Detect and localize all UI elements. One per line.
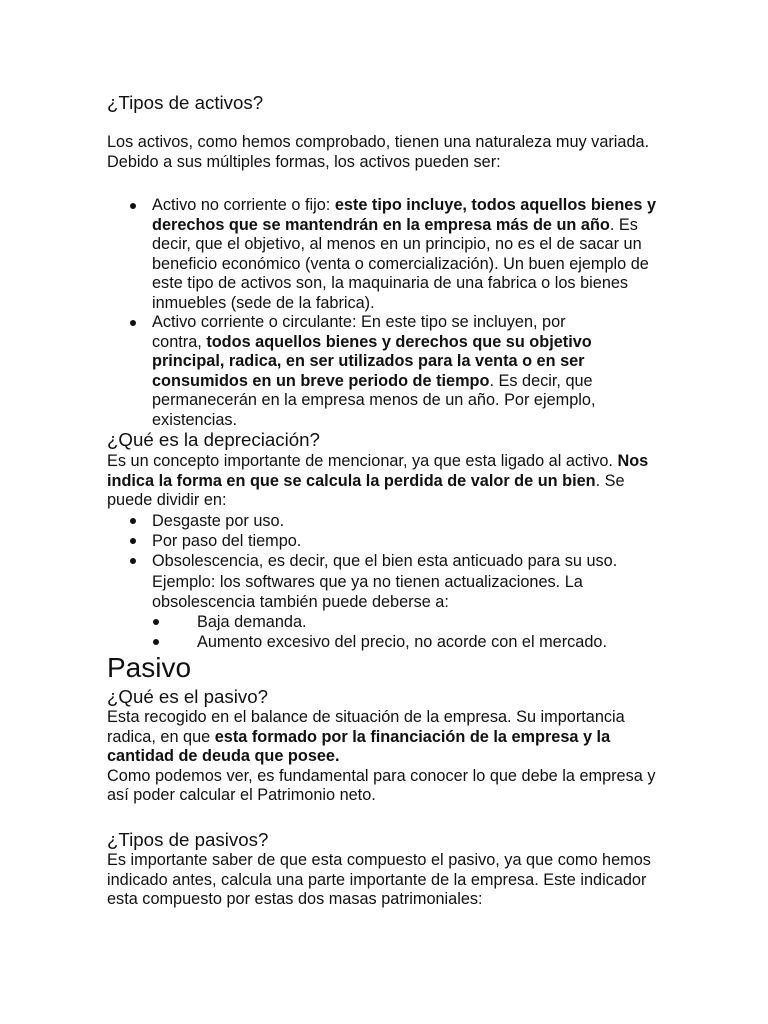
list-item-activo-corriente <box>107 313 656 430</box>
bold-text: derechos que se mantendrán en la empresa más de un año <box>152 215 610 234</box>
heading-tipos-de-pasivos: ¿Tipos de pasivos? <box>107 829 269 850</box>
bullet-icon <box>130 203 136 209</box>
bold-text: Nos <box>617 452 649 470</box>
text-line: así poder calcular el Patrimonio neto. <box>107 786 376 804</box>
text-segment: contra, <box>152 332 207 351</box>
text-line: Debido a sus múltiples formas, los activos pueden ser: <box>107 152 501 171</box>
sublist-obsolescencia <box>152 612 617 652</box>
bold-text-line: cantidad de deuda que posee. <box>107 747 340 765</box>
text-line: indicado antes, calcula una parte importante de la empresa. Este indicador <box>107 870 647 889</box>
list-depreciacion <box>107 511 617 652</box>
text-line <box>152 333 656 353</box>
text-segment: . Se <box>595 471 625 490</box>
text-line: decir, que el objetivo, al menos en un principio, no es el de sacar un <box>152 235 642 253</box>
text-line: obsolescencia también puede deberse a: <box>152 592 449 611</box>
text-line <box>107 452 648 472</box>
list-item-desgaste-por-uso <box>107 511 617 531</box>
bold-text: este tipo incluye, todos aquellos bienes y <box>334 196 656 214</box>
text-line <box>107 472 648 492</box>
bullet-icon <box>153 639 159 645</box>
text-line <box>107 728 655 748</box>
list-item-obsolescencia <box>107 551 617 652</box>
heading-que-es-el-pasivo: ¿Qué es el pasivo? <box>107 686 269 707</box>
bullet-icon <box>153 619 159 625</box>
body-que-es-el-pasivo <box>107 708 655 806</box>
text-line: permanecerán en la empresa menos de un año. Por ejemplo, <box>152 391 596 409</box>
bold-text: consumidos en un breve periodo de tiempo <box>152 371 490 390</box>
text-segment: Activo no corriente o fijo: <box>152 196 335 214</box>
text-line: existencias. <box>152 410 238 429</box>
text-line: Como podemos ver, es fundamental para conocer lo que debe la empresa y <box>107 766 656 785</box>
text-line <box>152 216 656 236</box>
text-line: este tipo de activos son, la maquinaria de una fabrica o los bienes <box>152 274 629 292</box>
paragraph-depreciacion-intro <box>107 452 648 511</box>
text-line: esta compuesto por estas dos masas patrimoniales: <box>107 890 483 908</box>
text-line: Activo corriente o circulante: En este tipo se incluyen, por <box>152 313 566 331</box>
sublist-item-baja-demanda <box>152 612 617 632</box>
text-line: inmuebles (sede de la fabrica). <box>152 293 375 312</box>
bullet-icon <box>130 320 136 326</box>
text-line: Baja demanda. <box>197 612 307 631</box>
heading-tipos-de-activos: ¿Tipos de activos? <box>107 92 264 113</box>
paragraph-activos-intro <box>107 133 649 172</box>
paragraph-pasivo-definicion <box>107 708 655 767</box>
list-item-activo-no-corriente <box>107 196 656 313</box>
text-line: Obsolescencia, es decir, que el bien esta anticuado para su uso. <box>152 552 618 571</box>
sublist-item-aumento-del-precio <box>152 632 617 652</box>
bold-text: indica la forma en que se calcula la perdida de valor de un bien <box>107 471 596 490</box>
bold-text: esta formado por la financiación de la empresa y la <box>214 727 611 746</box>
text-segment: . Es <box>609 215 638 234</box>
text-line: Los activos, como hemos comprobado, tienen una naturaleza muy variada. <box>107 133 650 151</box>
list-tipos-de-activos <box>107 196 656 430</box>
bold-text-line: principal, radica, en ser utilizados para la venta o en ser <box>152 352 585 370</box>
bullet-icon <box>130 538 136 544</box>
text-line: Aumento excesivo del precio, no acorde con el mercado. <box>197 633 607 652</box>
paragraph-tipos-de-pasivos <box>107 851 651 910</box>
paragraph-pasivo-patrimonio <box>107 767 655 806</box>
list-item-paso-del-tiempo <box>107 531 617 551</box>
section-title-pasivo: Pasivo <box>107 652 192 683</box>
bold-text: todos aquellos bienes y derechos que su objetivo <box>206 332 592 351</box>
bullet-icon <box>130 558 136 564</box>
text-segment: . Es decir, que <box>489 371 593 390</box>
text-line: Es importante saber de que esta compuesto el pasivo, ya que como hemos <box>107 851 651 869</box>
text-line: puede dividir en: <box>107 491 227 509</box>
bullet-icon <box>130 518 136 524</box>
text-line: Esta recogido en el balance de situación de la empresa. Su importancia <box>107 708 625 726</box>
text-line: Ejemplo: los softwares que ya no tienen actualizaciones. La <box>152 572 583 591</box>
text-line <box>152 196 656 216</box>
text-line: Por paso del tiempo. <box>152 532 302 551</box>
text-line <box>152 372 656 392</box>
text-line: Desgaste por uso. <box>152 512 285 530</box>
text-line: beneficio económico (venta o comercialización). Un buen ejemplo de <box>152 254 649 273</box>
text-segment: radica, en que <box>107 727 215 746</box>
heading-depreciacion: ¿Qué es la depreciación? <box>107 429 320 450</box>
text-segment: Es un concepto importante de mencionar, ya que esta ligado al activo. <box>107 452 618 470</box>
